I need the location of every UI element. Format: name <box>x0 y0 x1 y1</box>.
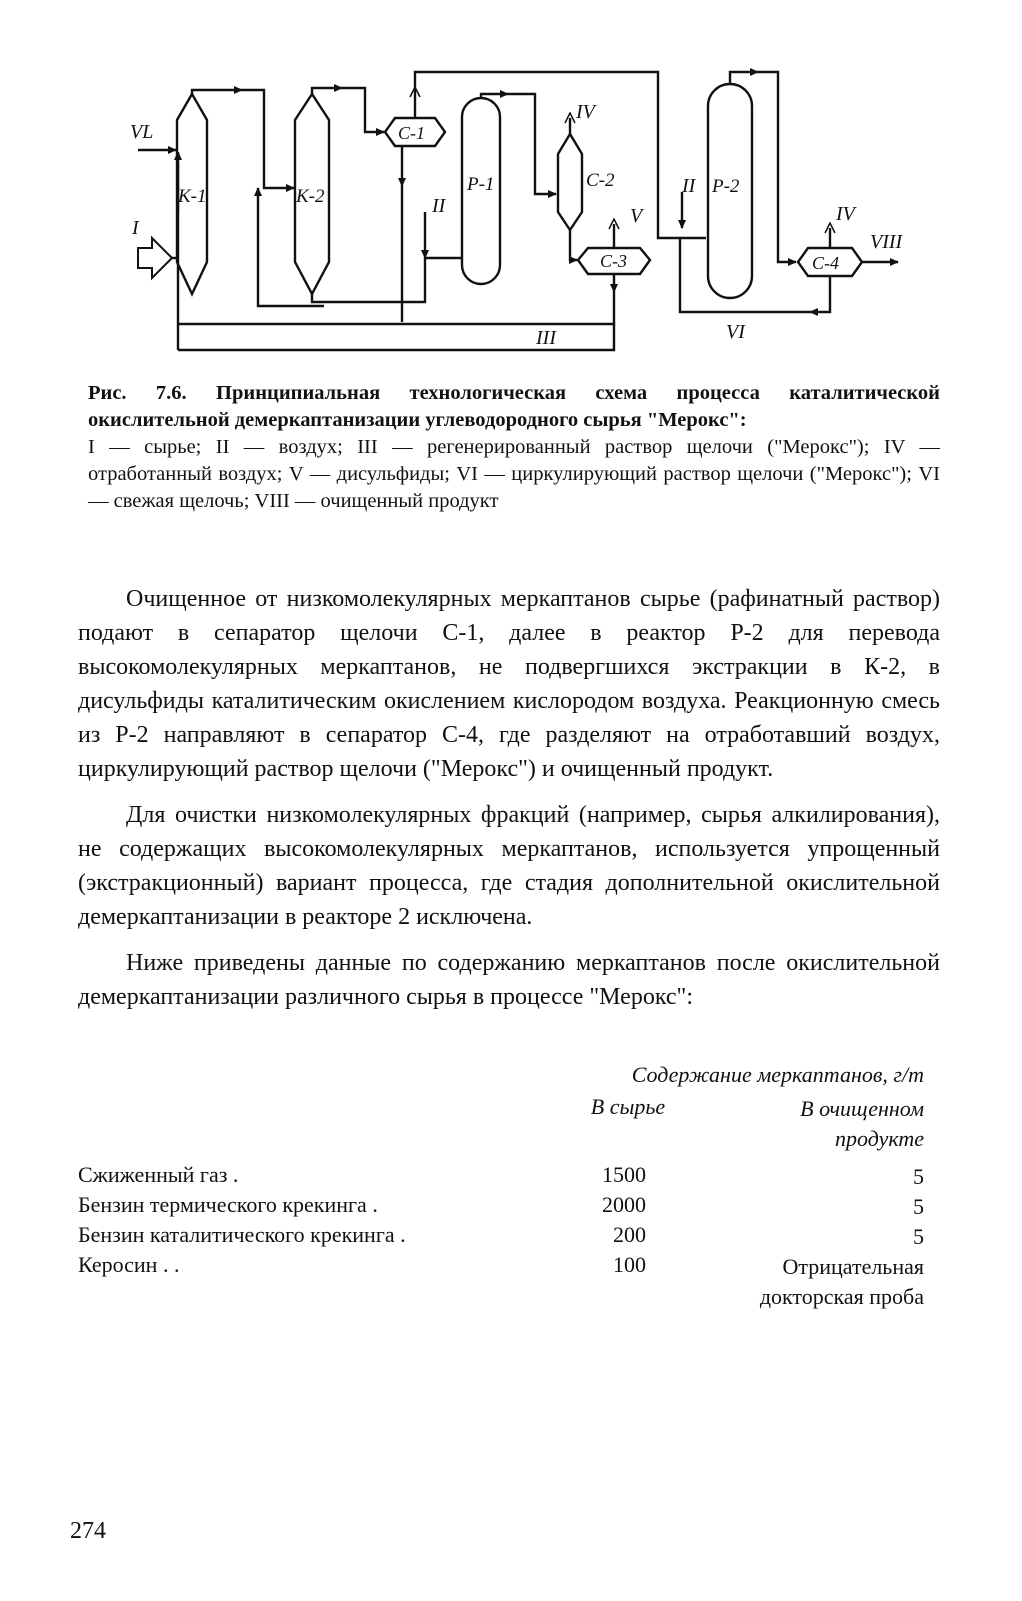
table-row <box>78 1162 924 1192</box>
table-header-purified: В очищенном продукте <box>800 1096 924 1151</box>
label-v: V <box>630 205 643 227</box>
paragraph: Очищенное от низкомолекулярных меркаптанов сырье (рафинатный раствор) подают в сепаратор щелочи С-1, далее в реактор Р-2 для перевода высокомолекулярных меркаптанов, не подвергшихся экстракции в К-2, в дисульфиды каталитическим окислением кислородом воздуха. Реакционную смесь из Р-2 направляют в сепаратор С-4, где разделяют на отработавший воздух, циркулирующий раствор щелочи ("Мерокс") и очищенный продукт. <box>78 586 940 782</box>
row-name: Сжиженный газ . <box>78 1162 239 1187</box>
label-c1: С-1 <box>398 123 425 143</box>
row-name: Керосин . . <box>78 1252 180 1277</box>
row-name: Бензин каталитического крекинга . <box>78 1222 406 1247</box>
table-row <box>78 1222 924 1252</box>
label-iv-a: IV <box>576 101 595 123</box>
label-k1: К-1 <box>178 186 207 207</box>
label-i: I <box>132 217 139 239</box>
process-flow-diagram <box>110 62 930 362</box>
table-header-main: Содержание меркаптанов, г/т <box>631 1062 924 1087</box>
page-number: 274 <box>70 1518 106 1544</box>
table-row <box>78 1252 924 1309</box>
label-ii-b: II <box>682 175 696 197</box>
row-purified-value: 5 <box>913 1164 924 1189</box>
label-ii-a: II <box>432 195 446 217</box>
row-name: Бензин термического крекинга . <box>78 1192 378 1217</box>
label-c3: С-3 <box>600 251 627 271</box>
row-purified-value: Отрицательная докторская проба <box>759 1254 924 1309</box>
row-raw-value: 100 <box>613 1252 646 1277</box>
label-iii: III <box>536 327 556 349</box>
row-purified-value: 5 <box>913 1224 924 1249</box>
label-vi: VI <box>726 321 745 343</box>
label-vl: VL <box>130 121 154 143</box>
label-viii: VIII <box>870 231 903 253</box>
row-purified-value: 5 <box>913 1194 924 1219</box>
row-raw-value: 200 <box>613 1222 646 1247</box>
caption-legend: I — сырье; II — воздух; III — регенерированный раствор щелочи ("Мерокс"); IV — отработанный воздух; V — дисульфиды; VI — циркулирующий раствор щелочи ("Мерокс"); VI — свежая щелочь; VIII — очищенный продукт <box>88 436 940 512</box>
label-c2: С-2 <box>586 170 615 191</box>
row-raw-value: 1500 <box>602 1162 646 1187</box>
label-c4: С-4 <box>812 253 839 273</box>
paragraph: Для очистки низкомолекулярных фракций (например, сырья алкилирования), не содержащих высокомолекулярных меркаптанов, используется упрощенный (экстракционный) вариант процесса, где стадия дополнительной окислительной демеркаптанизации в реакторе 2 исключена. <box>78 802 940 930</box>
paragraph: Ниже приведены данные по содержанию меркаптанов после окислительной демеркаптанизации различного сырья в процессе "Мерокс": <box>78 950 940 1010</box>
row-raw-value: 2000 <box>602 1192 646 1217</box>
label-k2: К-2 <box>296 186 325 207</box>
feed-inlet-arrow <box>138 238 172 278</box>
label-p2: Р-2 <box>712 176 740 197</box>
c2-separator <box>558 134 582 230</box>
caption-title: Рис. 7.6. Принципиальная технологическая схема процесса каталитической окислительной демеркаптанизации углеводородного сырья "Мерокс": <box>88 382 940 431</box>
label-p1: Р-1 <box>467 174 495 195</box>
table-row <box>78 1192 924 1222</box>
body-text <box>78 582 940 1026</box>
k1-to-k2-line <box>192 90 242 94</box>
figure-caption <box>88 380 940 515</box>
label-iv-b: IV <box>836 203 855 225</box>
table-header-raw: В сырье <box>590 1094 666 1119</box>
